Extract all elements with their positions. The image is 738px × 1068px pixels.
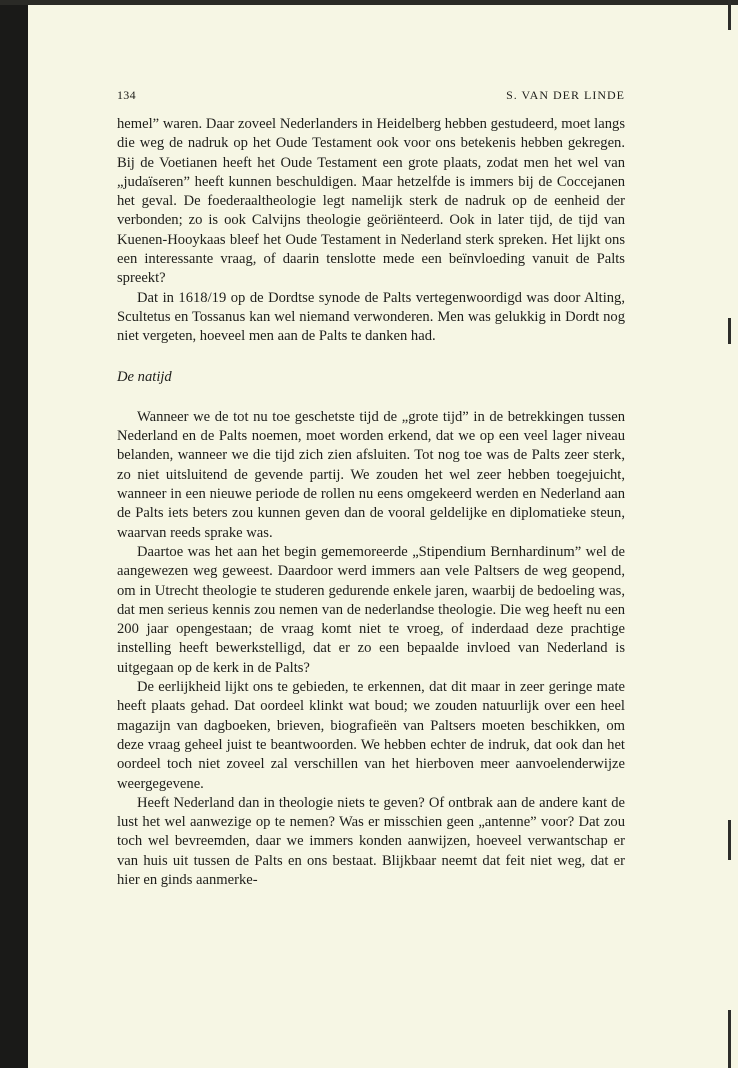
page-header [117,86,625,106]
scan-edge-mark [728,820,731,860]
paragraph: Daartoe was het aan het begin gememoreerde „Stipendium Bernhardinum” wel de aangewezen weg geweest. Daardoor werd immers aan vele Paltsers de weg geopend, om in Utrecht theologie te studeren gedurende enkele jaren, waarbij de bedoeling was, dat men serieus kennis zou nemen van de nederlandse theologie. Die weg heeft nu een 200 jaar opengestaan; de vraag komt niet te vroeg, of inderdaad deze prachtige instelling heeft bewerkstelligd, dat er zo een bepaalde invloed van Nederland is uitgegaan op de kerk in de Palts? [117,543,625,676]
book-page [117,86,625,890]
paragraph: Dat in 1618/19 op de Dordtse synode de Palts vertegenwoordigd was door Alting, Scultetus en Tossanus kan wel niemand verwonderen. Men was gelukkig in Dordt nog niet vergeten, hoeveel men aan de Palts te danken had. [117,289,625,345]
section-heading: De natijd [117,368,172,385]
scan-edge-mark [728,1010,731,1068]
paragraph: Heeft Nederland dan in theologie niets te geven? Of ontbrak aan de andere kant de lust het wel aanwezige op te nemen? Was er misschien geen „antenne” voor? Dat zou toch wel bevreemden, daar we immers konden aanwijzen, hoeveel verwantschap er van huis uit tussen de Palts en ons bestaat. Blijkbaar neemt dat feit niet weg, dat er hier en ginds aanmerke- [117,794,625,888]
body-text [117,115,625,890]
running-head: S. VAN DER LINDE [506,88,625,102]
scan-edge-left [0,0,28,1068]
scan-edge-mark [728,0,731,30]
scan-edge-top [0,0,738,5]
scan-edge-mark [728,318,731,344]
paragraph: hemel” waren. Daar zoveel Nederlanders in Heidelberg hebben gestudeerd, moet langs die weg de nadruk op het Oude Testament ook voor ons betekenis hebben gekregen. Bij de Voetianen heeft het Oude Testament een grote plaats, zodat men het wel van „judaïseren” heeft kunnen beschuldigen. Maar hetzelfde is immers bij de Coccejanen het geval. De foederaaltheologie legt namelijk sterk de nadruk op de eenheid der verbonden; zo is ook Calvijns theologie geöriënteerd. Ook in later tijd, de tijd van Kuenen-Hooykaas bleef het Oude Testament in Nederland sterk spreken. Het lijkt ons een interessante vraag, of daarin tenslotte mede een beïnvloeding vanuit de Palts spreekt? [117,116,625,287]
page-number: 134 [117,88,136,102]
paragraph: De eerlijkheid lijkt ons te gebieden, te erkennen, dat dit maar in zeer geringe mate heeft plaats gehad. Dat oordeel klinkt wat boud; we zouden natuurlijk over een heel magazijn van dagboeken, brieven, biografieën van Paltsers moeten beschikken, om deze vraag geheel juist te beantwoorden. We hebben echter de indruk, dat ook dan het oordeel toch niet zoveel zal verschillen van het hierboven meer aanvoelenderwijze weergegevene. [117,679,625,792]
paragraph: Wanneer we de tot nu toe geschetste tijd de „grote tijd” in de betrekkingen tussen Nederland en de Palts noemen, moet worden erkend, dat we op een veel lager niveau belanden, wanneer we die tijd zich zien afsluiten. Tot nog toe was de Palts zeer sterk, zo niet uitsluitend de gevende partij. We zouden het wel zeer hebben toegejuicht, wanneer in een nieuwe periode de rollen nu eens omgekeerd werden en Nederland aan de Palts iets beters zou kunnen geven dan de vooral geldelijke en diplomatieke steun, waarvan reeds sprake was. [117,408,625,541]
